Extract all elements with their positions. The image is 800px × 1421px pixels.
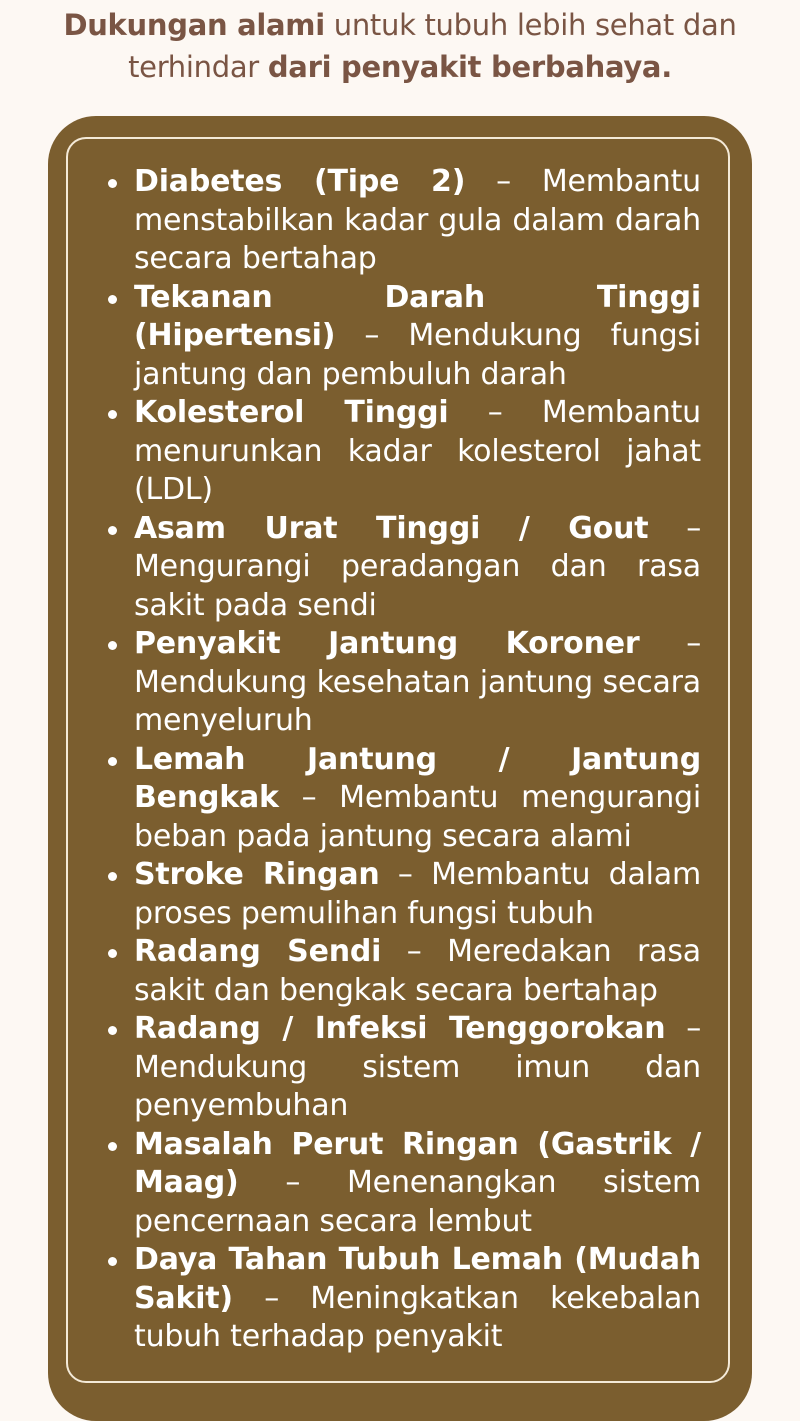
benefit-desc: – Mendukung sistem imun dan penyembuhan — [134, 1011, 701, 1123]
benefit-desc: – Membantu menstabilkan kadar gula dalam darah secara bertahap — [134, 164, 701, 276]
benefit-item-jantung-koroner — [86, 625, 701, 741]
benefit-item-lemah-jantung — [86, 741, 701, 857]
benefit-term: Masalah Perut Ringan (Gastrik / Maag) — [134, 1126, 701, 1200]
bullet-icon — [108, 179, 117, 188]
benefit-desc: – Membantu menurunkan kadar kolesterol jahat (LDL) — [134, 395, 701, 507]
bullet-icon — [108, 526, 117, 535]
benefit-item-perut — [86, 1126, 701, 1242]
benefit-item-diabetes — [86, 163, 701, 279]
benefit-term: Stroke Ringan — [134, 857, 380, 892]
benefit-term: Penyakit Jantung Koroner — [134, 626, 640, 661]
benefit-item-kolesterol — [86, 394, 701, 510]
benefit-term: Radang Sendi — [134, 934, 382, 969]
intro-line-2 — [0, 46, 800, 88]
benefit-item-radang-sendi — [86, 933, 701, 1010]
bullet-icon — [108, 949, 117, 958]
bullet-icon — [108, 1026, 117, 1035]
intro-line-2-rest: terhindar — [128, 50, 268, 84]
benefit-item-stroke — [86, 856, 701, 933]
benefit-desc: – Membantu mengurangi beban pada jantung secara alami — [134, 780, 701, 854]
bullet-icon — [108, 757, 117, 766]
bullet-icon — [108, 1142, 117, 1151]
benefit-item-tenggorokan — [86, 1010, 701, 1126]
benefit-desc: – Mendukung fungsi jantung dan pembuluh darah — [134, 318, 701, 392]
benefit-term: Kolesterol Tinggi — [134, 395, 449, 430]
bullet-icon — [108, 872, 117, 881]
bullet-icon — [108, 1257, 117, 1266]
benefit-term: Diabetes (Tipe 2) — [134, 164, 466, 199]
benefit-term: Radang / Infeksi Tenggorokan — [134, 1011, 666, 1046]
intro-text — [0, 4, 800, 88]
benefit-desc: – Meningkatkan kekebalan tubuh terhadap penyakit — [134, 1280, 701, 1354]
benefit-desc: – Membantu dalam proses pemulihan fungsi tubuh — [134, 857, 701, 931]
benefit-term: Lemah Jantung / Jantung Bengkak — [134, 741, 701, 815]
intro-highlight-2: dari penyakit berbahaya. — [267, 50, 672, 84]
benefit-term: Tekanan Darah Tinggi (Hipertensi) — [134, 279, 701, 353]
benefit-term: Asam Urat Tinggi / Gout — [134, 510, 649, 546]
benefit-desc: – Menenangkan sistem pencernaan secara lembut — [134, 1165, 701, 1239]
bullet-icon — [108, 410, 117, 419]
benefits-list — [86, 163, 701, 1357]
benefit-desc: – Meredakan rasa sakit dan bengkak secara bertahap — [134, 934, 701, 1008]
benefit-item-daya-tahan — [86, 1241, 701, 1357]
intro-line-1-rest: untuk tubuh lebih sehat dan — [324, 8, 737, 42]
benefit-desc: – Mengurangi peradangan dan rasa sakit pada sendi — [134, 510, 701, 623]
benefit-item-asam-urat — [86, 510, 701, 626]
benefit-desc: – Mendukung kesehatan jantung secara menyeluruh — [134, 626, 701, 738]
benefit-item-hipertensi — [86, 279, 701, 395]
intro-highlight-1: Dukungan alami — [63, 8, 325, 42]
bullet-icon — [108, 641, 117, 650]
intro-line-1 — [0, 4, 800, 46]
benefit-term: Daya Tahan Tubuh Lemah (Mudah Sakit) — [134, 1242, 701, 1316]
bullet-icon — [108, 295, 117, 304]
